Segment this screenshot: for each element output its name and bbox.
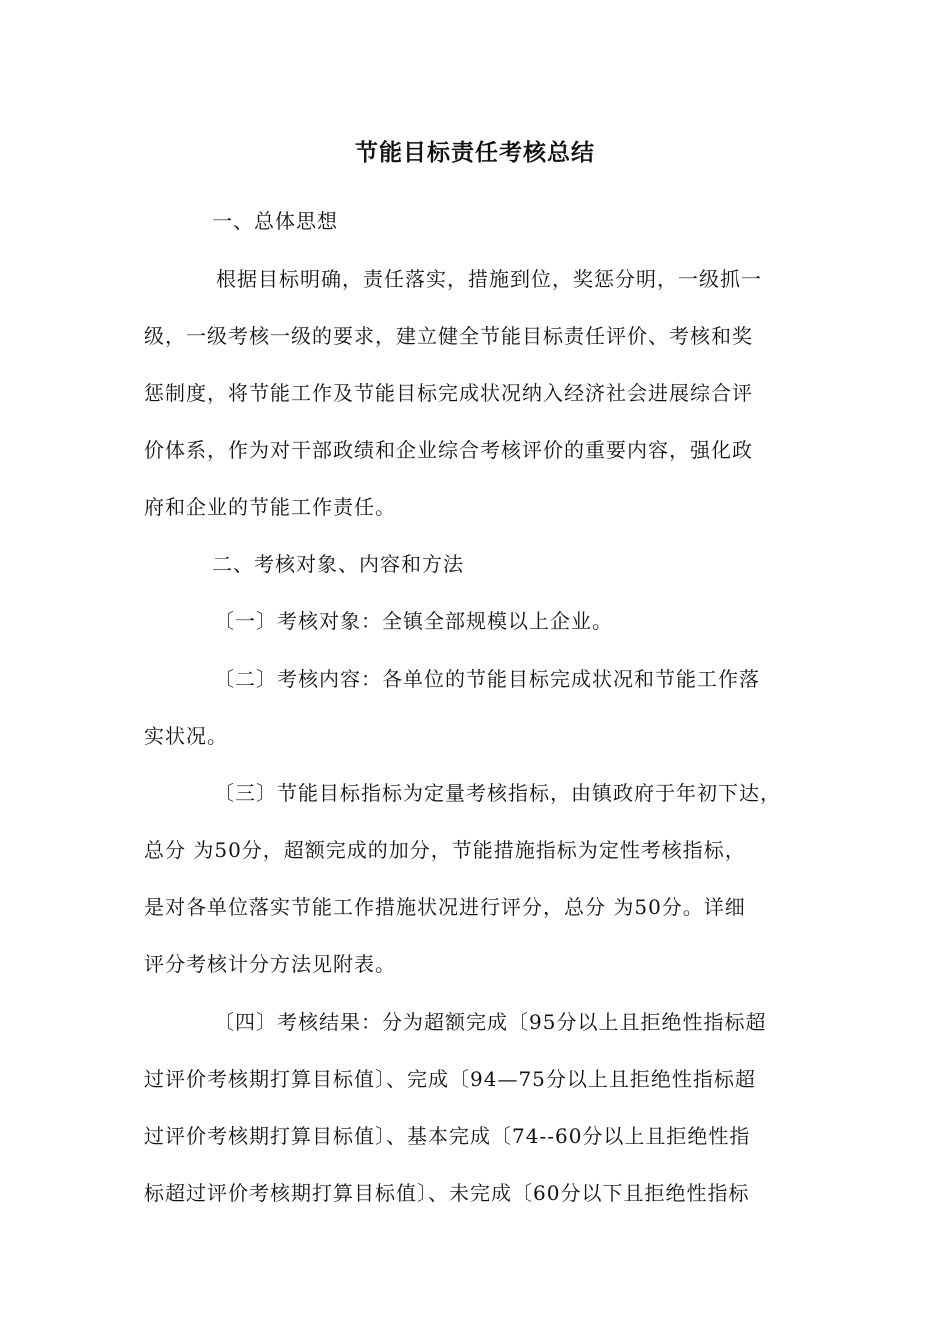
paragraph-line: 价体系，作为对干部政绩和企业综合考核评价的重要内容，强化政: [144, 438, 753, 462]
paragraph-line: 评分考核计分方法见附表。: [144, 952, 396, 976]
document-title: 节能目标责任考核总结: [355, 140, 595, 166]
paragraph-line: 级，一级考核一级的要求，建立健全节能目标责任评价、考核和奖: [144, 324, 753, 348]
section-heading-1: 一、总体思想: [212, 209, 338, 233]
paragraph-line: 过评价考核期打算目标值〕、完成〔94—75分以上且拒绝性指标超: [144, 1067, 756, 1091]
paragraph-line: 〔二〕考核内容：各单位的节能目标完成状况和节能工作落: [214, 667, 760, 691]
paragraph-line: 根据目标明确，责任落实，措施到位，奖惩分明，一级抓一: [216, 267, 762, 291]
paragraph-line: 府和企业的节能工作责任。: [144, 495, 396, 519]
paragraph-line: 总分 为50分，超额完成的加分，节能措施指标为定性考核指标，: [144, 838, 746, 862]
paragraph-line: 过评价考核期打算目标值〕、基本完成〔74--60分以上且拒绝性指: [144, 1124, 751, 1148]
paragraph-line: 〔三〕节能目标指标为定量考核指标，由镇政府于年初下达，: [214, 781, 781, 805]
paragraph-line: 标超过评价考核期打算目标值〕、未完成〔60分以下且拒绝性指标: [144, 1181, 750, 1205]
section-heading-2: 二、考核对象、内容和方法: [212, 552, 464, 576]
paragraph-line: 〔一〕考核对象：全镇全部规模以上企业。: [214, 609, 613, 633]
paragraph-line: 〔四〕考核结果：分为超额完成〔95分以上且拒绝性指标超: [214, 1010, 767, 1034]
paragraph-line: 实状况。: [144, 724, 228, 748]
paragraph-line: 惩制度，将节能工作及节能目标完成状况纳入经济社会进展综合评: [144, 381, 753, 405]
paragraph-line: 是对各单位落实节能工作措施状况进行评分，总分 为50分。详细: [144, 895, 746, 919]
